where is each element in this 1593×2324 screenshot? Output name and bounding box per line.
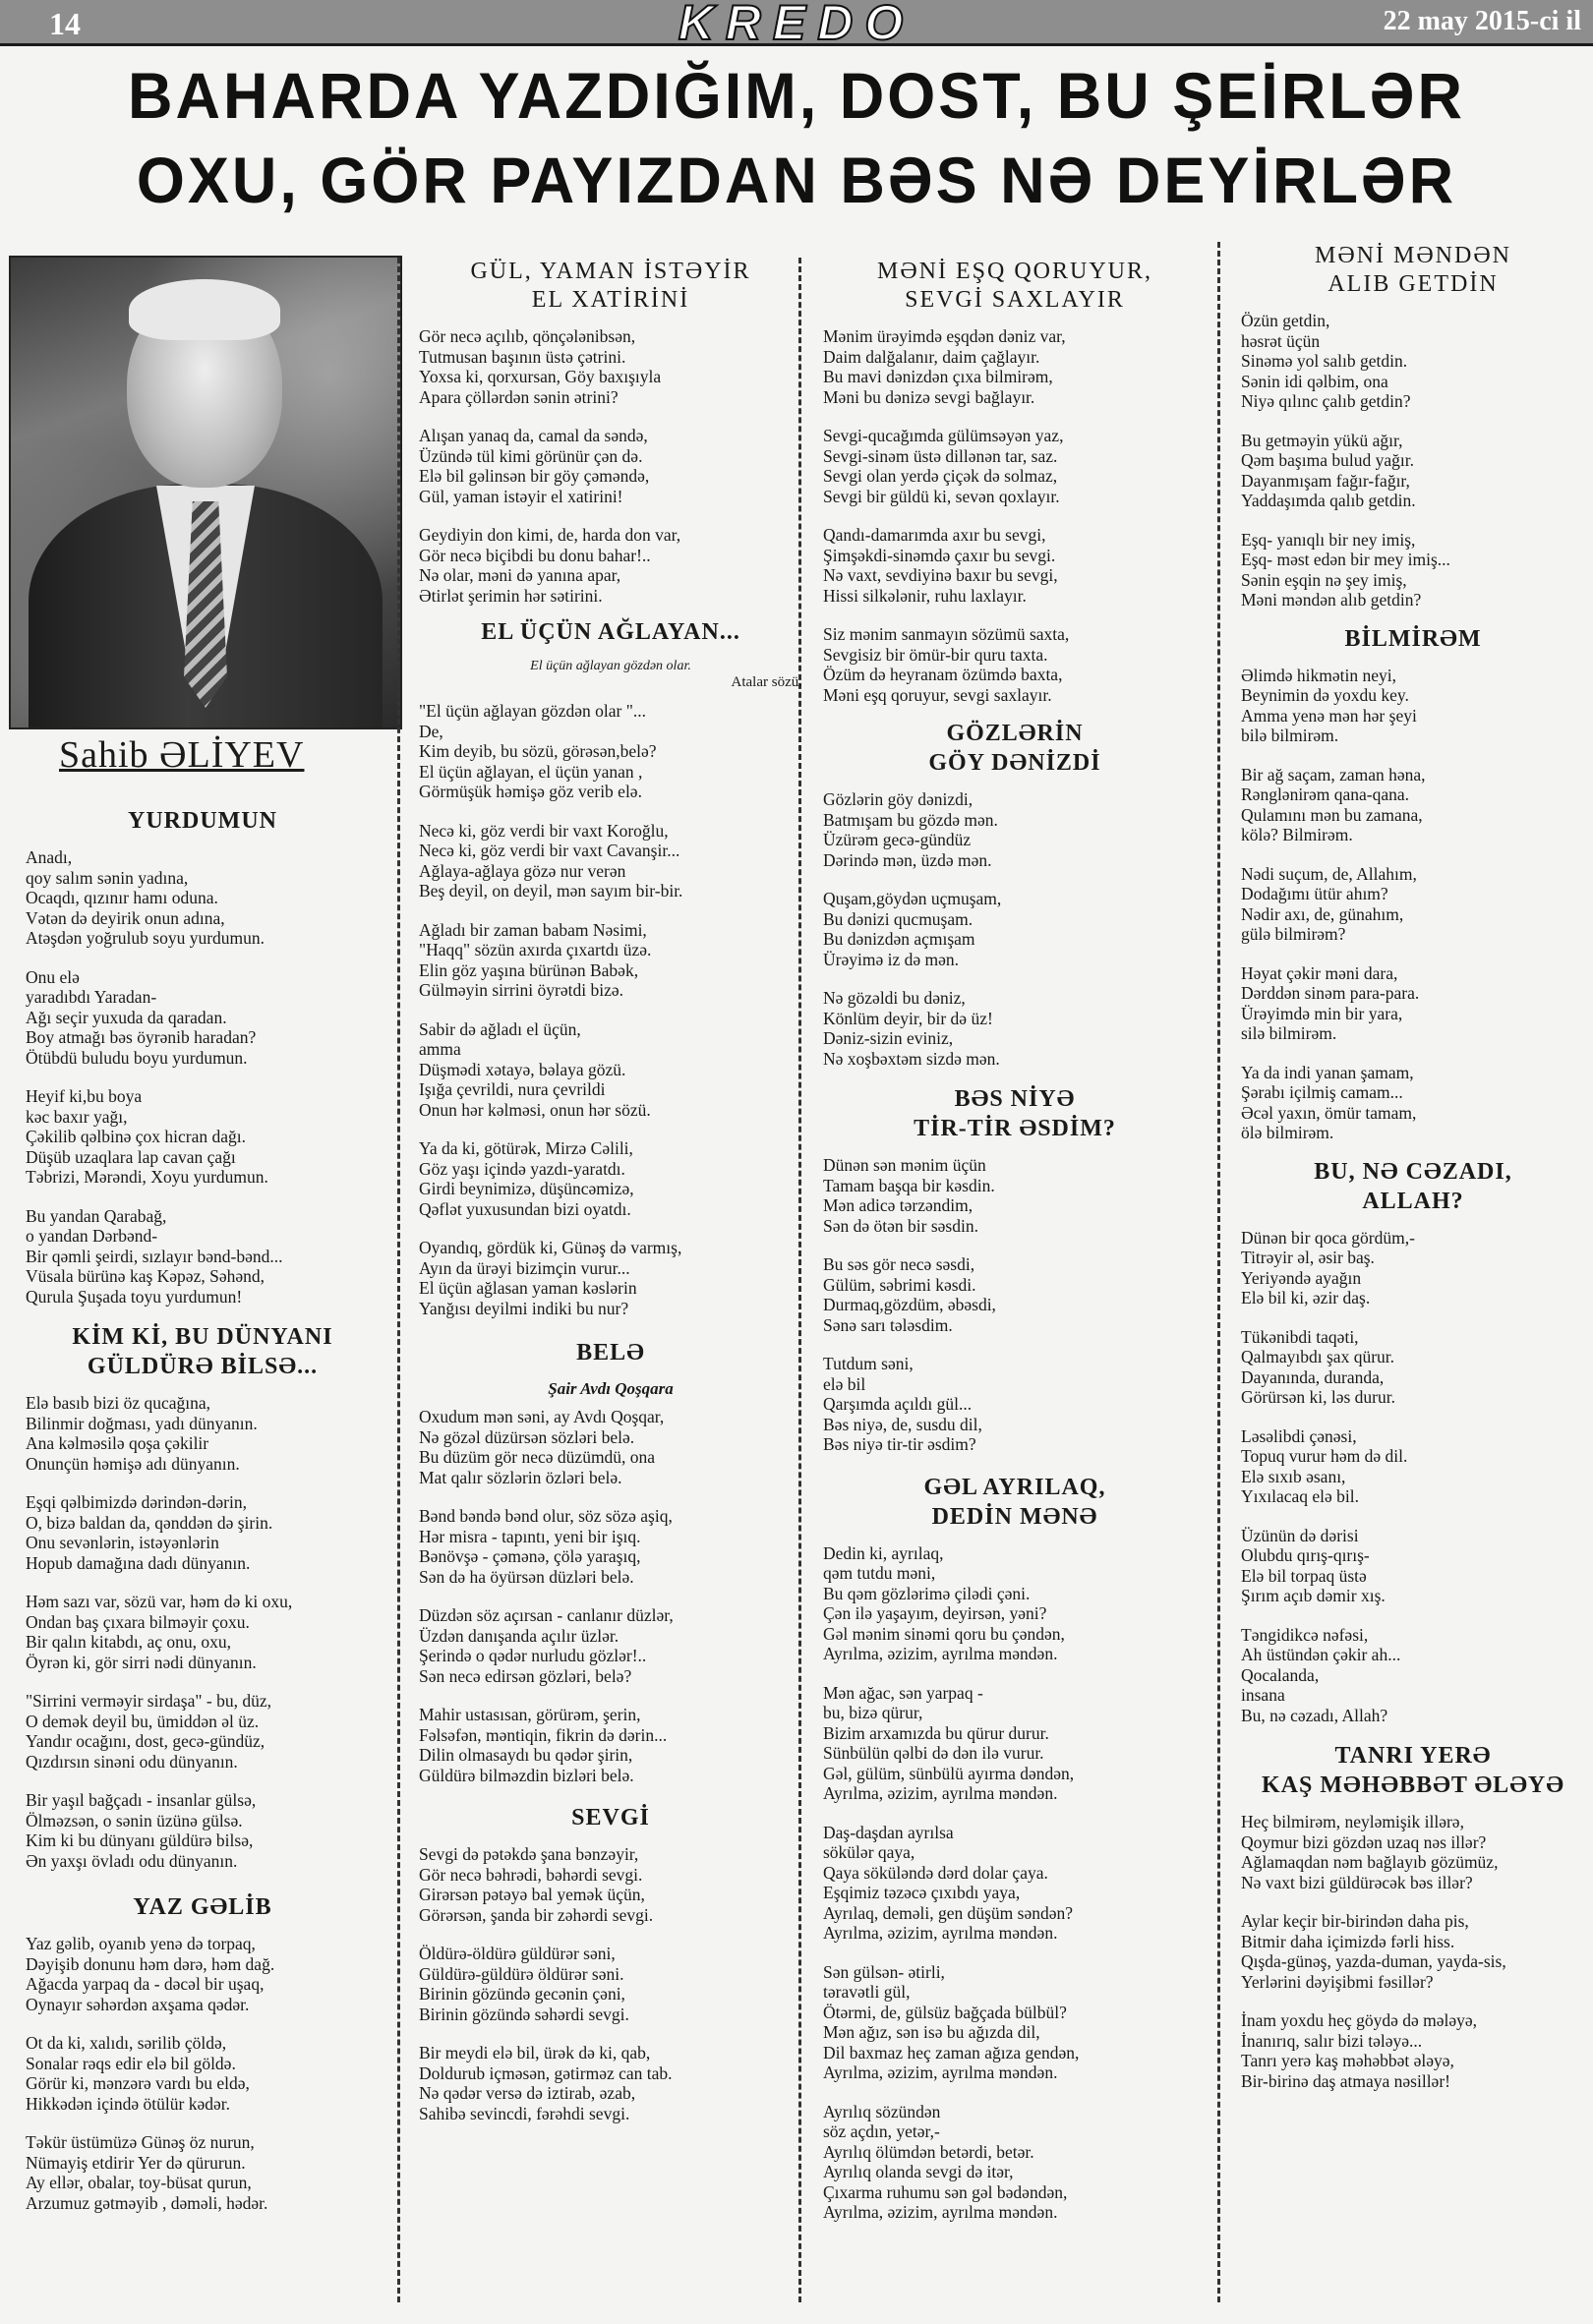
stanza: Təkür üstümüzə Günəş öz nurun, Nümayiş etdirir Yer də qürurun. Ay ellər, obalar, toy-büsat qurun, Arzumuz gətməyib , dəməli, hədər. <box>26 2132 268 2213</box>
poem-title <box>1241 624 1585 654</box>
stanza: "Sirrini verməyir sirdaşa" - bu, düz, O demək deyil bu, ümiddən əl üz. Yandır ocağını, dost, gecə-gündüz, Qızdırsın sinəni odu dünyanın. <box>26 1691 271 1772</box>
stanza: Mən ağac, sən yarpaq - bu, bizə qürur, Bizim arxamızda bu qürur durur. Sünbülün qəlbi də dən ilə vurur. Gəl, gülüm, sünbülü ayırma dəndən, Ayrılma, əzizim, ayrılma məndən. <box>823 1682 1075 1803</box>
poem-bilmirem <box>1241 624 1585 1143</box>
stanza: Mahir ustasısan, görürəm, şerin, Fəlsəfən, məntiqin, fikrin də dərin... Dilin olmasaydı bu qədər şirin, Güldürə bilməzdin bizləri belə. <box>419 1705 668 1785</box>
poem-title <box>26 1892 380 1922</box>
poem-title-line: DEDİN MƏNƏ <box>931 1503 1098 1530</box>
stanza: Ləsəlibdi çənəsi, Topuq vurur həm də dil. Elə sıxıb əsanı, Yıxılacaq elə bil. <box>1241 1425 1408 1506</box>
stanza: Elə basıb bizi öz qucağına, Bilinmir doğması, yadı dünyanın. Ana kəlməsilə qoşa çəkilir Onunçün həmişə adı dünyanın. <box>26 1393 258 1474</box>
poem-gozlerin <box>823 719 1207 1069</box>
poem-title <box>823 1473 1207 1532</box>
stanza: Öldürə-öldürə güldürər səni, Güldürə-güldürə öldürər səni. Birinin gözündə gecənin çəni, Birinin gözündə səhərdi sevgi. <box>419 1944 629 2024</box>
poem-title <box>419 1338 802 1367</box>
poem-title-line: MƏNİ EŞQ QORUYUR, <box>876 259 1152 284</box>
poem-dedication: Şair Avdı Qoşqara <box>548 1379 674 1398</box>
poem-meniEsq <box>823 258 1207 705</box>
poem-title <box>26 806 380 836</box>
poem-yurdumun <box>26 806 380 1307</box>
stanza: Heyif ki,bu boya kəc baxır yağı, Çəkilib qəlbinə çox hicran dağı. Düşüb uzaqlara lap cavan çağı Təbrizi, Mərəndi, Xoyu yurdumun. <box>26 1086 268 1187</box>
stanza: Dedin ki, ayrılaq, qəm tutdu məni, Bu qəm gözlərimə çilədi çəni. Çən ilə yaşayım, deyirsən, yəni? Gəl mənim sinəmi qoru bu çəndən, Ayrılma, əzizim, ayrılma məndən. <box>823 1542 1065 1663</box>
poem-title <box>823 258 1207 315</box>
stanza: Alışan yanaq da, camal da səndə, Üzündə tül kimi görünür çən də. Elə bil gəlinsən bir göy çəməndə, Gül, yaman istəyir el xatirini! <box>419 426 650 506</box>
stanza: Bir meydi elə bil, ürək də ki, qab, Doldurub içməsən, gətirməz can tab. Nə qədər versə də iztirab, əzab, Sahibə sevincdi, fərəhdi sevgi. <box>419 2043 673 2123</box>
poem-title-line: SEVGİ <box>571 1805 650 1830</box>
poem-title-line: SEVGİ SAXLAYIR <box>905 287 1125 313</box>
issue-date: 22 may 2015-ci il <box>1383 6 1581 36</box>
stanza: Daş-daşdan ayrılsa sökülər qaya, Qaya söküləndə dərd dolar çaya. Eşqimiz təzəcə çıxıbdı yaya, Ayrılaq, deməli, gen düşüm səndən? Ayrılma, əzizim, ayrılma məndən. <box>823 1822 1074 1943</box>
stanza: Anadı, qoy salım sənin yadına, Ocaqdı, qızınır hamı oduna. Vətən də deyirik onun adına, Atəşdən yoğrulub soyu yurdumun. <box>26 847 266 948</box>
poem-gul <box>419 258 802 606</box>
masthead-bar <box>0 0 1593 50</box>
poem-title-line: EL ÜÇÜN AĞLAYAN... <box>481 619 740 645</box>
poem-title-line: KAŞ MƏHƏBBƏT ƏLƏYƏ <box>1262 1772 1564 1798</box>
stanza: Gör necə açılıb, qönçələnibsən, Tutmusan başının üstə çətrini. Yoxsa ki, qorxursan, Göy baxışıyla Apara çöllərdən sənin ətrini? <box>419 326 662 407</box>
poem-title <box>419 258 802 315</box>
poem-kimKi <box>26 1322 380 1871</box>
stanza: Sevgi də pətəkdə şana bənzəyir, Gör necə bəhrədi, bəhərdi sevgi. Girərsən pətəyə bal yemək üçün, Görərsən, şanda bir zəhərdi sevgi. <box>419 1844 654 1925</box>
stanza: Quşam,göydən uçmuşam, Bu dənizi qucmuşam. Bu dənizdən açmışam Ürəyimə iz də mən. <box>823 889 1002 969</box>
stanza: Sən gülsən- ətirli, təravətli gül, Ötərmi, de, gülsüz bağçada bülbül? Mən ağız, sən isə bu ağızda dil, Dil baxmaz heç zaman ağıza gendən, Ayrılma, əzizim, ayrılma məndən. <box>823 1961 1080 2082</box>
stanza: Ağladı bir zaman babam Nəsimi, "Haqq" sözün axırda çıxartdı üzə. Elin göz yaşına bürünən Babək, Gülməyin sirrini öyrətdi bizə. <box>419 919 652 1000</box>
stanza: Bu getməyin yükü ağır, Qəm başıma bulud yağır. Dayanmışam fağır-fağır, Yaddaşımda qalıb getdin. <box>1241 430 1416 510</box>
stanza: Geydiyin don kimi, de, harda don var, Gör necə biçibdi bu donu bahar!.. Nə olar, məni də yanına apar, Ətirlət şerimin hər sətirini. <box>419 525 681 606</box>
column-2 <box>419 258 802 2123</box>
poem-sevgi <box>419 1803 802 2123</box>
poem-gelAyrilaq <box>823 1473 1207 2223</box>
page-number: 14 <box>49 6 81 41</box>
poem-title-line: ALIB GETDİN <box>1328 271 1499 297</box>
column-1 <box>26 806 380 2213</box>
poem-title-line: GÜL, YAMAN İSTƏYİR <box>470 259 751 284</box>
stanza: Aylar keçir bir-birindən daha pis, Bitmir daha içimizdə fərli hiss. Qışda-günəş, yazda-duman, yayda-sis, Yerlərini dəyişibmi fəsillər? <box>1241 1911 1506 1992</box>
stanza: Bir ağ saçam, zaman hənа, Rənglənirəm qana-qana. Qulamını mən bu zamana, kölə? Bilmirəm. <box>1241 764 1426 844</box>
stanza: Üzünün də dərisi Olubdu qırış-qırış- Elə bil torpaq üstə Şırım açıb dəmir xış. <box>1241 1525 1386 1605</box>
poem-elUcun <box>419 617 802 1318</box>
stanza: Heç bilmirəm, neyləmişik illərə, Qoymur bizi gözdən uzaq nəs illər? Ağlamaqdan nəm bağlayıb gözümüz, Nə vaxt bizi güldürəcək bəs illər? <box>1241 1812 1499 1892</box>
poem-tanri <box>1241 1741 1585 2091</box>
column-divider <box>397 258 400 2302</box>
poem-title-line: EL XATİRİNİ <box>531 287 690 313</box>
stanza: Tükənibdi taqəti, Qalmayıbdı şax qürur. Dayanında, duranda, Görürsən ki, ləs durur. <box>1241 1326 1395 1407</box>
stanza: İnam yoxdu heç göydə də mələyə, İnanırıq, salır bizi tələyə... Tanrı yerə kaş məhəbbət ələyə, Bir-birinə daş atmaya nəsillər! <box>1241 2010 1478 2091</box>
poem-title <box>419 1803 802 1832</box>
stanza: Eşqi qəlbimizdə dərindən-dərin, O, bizə baldan da, qənddən də şirin. Onu sevənlərin, istəyənlərin Hopub damağına dadı dünyanın. <box>26 1492 273 1573</box>
stanza: Özün getdin, həsrət üçün Sinəmə yol salıb getdin. Sənin idi qəlbim, ona Niyə qılınc çalıb getdin? <box>1241 311 1411 411</box>
author-photo <box>9 256 402 729</box>
stanza: Ya da ki, götürək, Mirzə Cəlili, Göz yaşı içində yazdı-yaratdı. Girdi beynimizə, düşüncəmizə, Qəflət yuxusundan bizi oyatdı. <box>419 1138 634 1219</box>
poem-title <box>26 1322 380 1381</box>
poem-title-line: KİM Kİ, BU DÜNYANI <box>72 1324 333 1350</box>
poem-title <box>823 1084 1207 1143</box>
stanza: Qandı-damarımda axır bu sevgi, Şimşəkdi-sinəmdə çaxır bu sevgi. Nə vaxt, sevdiyinə baxır bu sevgi, Hissi silkələnir, ruhu laxlayır. <box>823 525 1058 606</box>
poem-title-line: YAZ GƏLİB <box>133 1894 272 1920</box>
stanza: Bu yandan Qarabağ, o yandan Dərbənd- Bir qəmli şeirdi, sızlayır bənd-bənd... Vüsala bürünə kaş Kəpəz, Səhənd, Qurula Şuşada toyu yurdumun! <box>26 1205 283 1307</box>
stanza: Həm sazı var, sözü var, həm də ki oxu, Ondan baş çıxara bilməyir çoxu. Bir qalın kitabdı, aç onu, oxu, Öyrən ki, gör sirri nədi dünyanın. <box>26 1592 293 1672</box>
stanza: Yaz gəlib, oyanıb yenə də torpaq, Dəyişib donunu həm dərə, həm dağ. Ağacda yarpaq da - dəcəl bir uşaq, Oynayır səhərdən axşama qədər. <box>26 1934 275 2014</box>
stanza: Ya da indi yanan şamam, Şərabı içilmiş camam... Əcəl yaxın, ömür tamam, ölə bilmirəm. <box>1241 1062 1417 1142</box>
poem-title-line: BU, NƏ CƏZADI, <box>1314 1158 1512 1185</box>
stanza: Nədi suçum, de, Allahım, Dodağımı ütür ahım? Nədir axı, de, günahım, gülə bilmirəm? <box>1241 863 1417 944</box>
poem-title-line: GÜLDÜRƏ BİLSƏ... <box>87 1354 319 1379</box>
stanza: Ayrılıq sözündən söz açdın, yetər,- Ayrılıq ölümdən betərdi, betər. Ayrılıq olanda sevgi də itər, Çıxarma ruhumu sən gəl bədəndən, Ayrılma, əzizim, ayrılma məndən. <box>823 2101 1068 2222</box>
stanza: Oxudum mən səni, ay Avdı Qoşqar, Nə gözəl düzürsən sözləri belə. Bu düzüm gör necə düzümdü, ona Mat qalır sözlərin özləri belə. <box>419 1407 665 1487</box>
poem-title-line: MƏNİ MƏNDƏN <box>1315 243 1511 268</box>
poem-title-line: TİR-TİR ƏSDİM? <box>914 1116 1116 1141</box>
stanza: Təngidikcə nəfəsi, Ah üstündən çəkir ah... Qocalanda, insana Bu, nə cəzadı, Allah? <box>1241 1624 1401 1725</box>
epigraph: El üçün ağlayan gözdən olar. <box>530 659 691 673</box>
epigraph-source: Atalar sözü. <box>731 674 802 690</box>
stanza: Tutdum səni, elə bil Qarşımda açıldı gül... Bəs niyə, de, susdu dil, Bəs niyə tir-tir əsdim? <box>823 1354 982 1454</box>
column-divider <box>1217 242 1220 2302</box>
stanza: Mənim ürəyimdə eşqdən dəniz var, Daim dalğalanır, daim çağlayır. Bu mavi dənizdən çıxa bilmirəm, Məni bu dənizə sevgi bağlayır. <box>823 326 1066 407</box>
stanza: Düzdən söz açırsan - canlanır düzlər, Üzdən danışanda açılır üzlər. Şerində o qədər nurludu gözlər!.. Sən necə edirsən gözləri, belə? <box>419 1605 674 1686</box>
stanza: Həyat çəkir məni dara, Dərddən sinəm para-para. Ürəyimdə min bir yara, silə bilmirəm. <box>1241 962 1420 1043</box>
poem-title <box>1241 242 1585 299</box>
stanza: Dünən bir qoca gördüm,- Titrəyir əl, əsir baş. Yeriyəndə ayağın Elə bil ki, əzir daş. <box>1241 1227 1415 1307</box>
stanza: Bu səs gör necə səsdi, Gülüm, səbrimi kəsdi. Durmaq,gözdüm, əbəsdi, Sənə sarı tələsdim. <box>823 1254 996 1335</box>
stanza: Eşq- yanıqlı bir ney imiş, Eşq- məst edən bir mey imiş... Sənin eşqin nə şey imiş, Məni məndən alıb getdin? <box>1241 529 1450 610</box>
stanza: Siz mənim sanmayın sözümü saxta, Sevgisiz bir ömür-bir quru taxta. Özüm də heyranam özümdə baxta, Məni eşq qoruyur, sevgi saxlayır. <box>823 624 1070 705</box>
stanza: Bənd bəndə bənd olur, söz sözə aşiq, Hər misra - tapıntı, yeni bir işıq. Bənövşə - çəmənə, çölə yaraşıq, Sən də ha öyürsən düzləri belə. <box>419 1506 673 1587</box>
stanza: "El üçün ağlayan gözdən olar "... De, Kim deyib, bu sözü, görəsən,belə? El üçün ağlayan, el üçün yanan , Görmüşük həmişə göz verib elə. <box>419 701 657 801</box>
stanza: Bir yaşıl bağçadı - insanlar gülsə, Ölməzsən, o sənin üzünə gülsə. Kim ki bu dünyanı güldürə bilsə, Ən yaxşı övladı odu dünyanın. <box>26 1790 257 1871</box>
stanza: Necə ki, göz verdi bir vaxt Koroğlu, Necə ki, göz verdi bir vaxt Cavanşir... Ağlaya-ağlaya gözə nur verən Beş deyil, on deyil, mən sayım bir-bir. <box>419 820 683 901</box>
poem-besNiye <box>823 1084 1207 1455</box>
poem-title-line: BİLMİRƏM <box>1344 625 1482 652</box>
poem-title-line: GƏL AYRILAQ, <box>923 1474 1106 1500</box>
poem-title-line: TANRI YERƏ <box>1334 1743 1492 1769</box>
stanza: Sabir də ağladı el üçün, amma Düşmədi xətayə, bəlaya gözü. Işığa çevrildi, nura çevrildi Onun hər kəlməsi, onun hər sözü. <box>419 1018 651 1120</box>
poem-title-line: ALLAH? <box>1362 1188 1464 1214</box>
stanza: Sevgi-qucağımda gülümsəyən yaz, Sevgi-sinəm üstə dillənən tar, saz. Sevgi olan yerdə çiçək də solmaz, Sevgi bir güldü ki, sevən qoxlayır. <box>823 426 1064 506</box>
column-3 <box>823 258 1207 2223</box>
poem-title-line: YURDUMUN <box>128 808 277 834</box>
poem-title-line: GÖZLƏRİN <box>946 721 1084 746</box>
headline-line-1: BAHARDA YAZDIĞIM, DOST, BU ŞEİRLƏR <box>127 60 1465 133</box>
poem-title-line: GÖY DƏNİZDİ <box>928 750 1101 776</box>
stanza: Oyandıq, gördük ki, Günəş də varmış, Ayın da ürəyi bizimçin vurur... El üçün ağlasan yaman kəslərin Yanğısı deyilmi indiki bu nur? <box>419 1238 682 1318</box>
poem-meniMenden <box>1241 242 1585 610</box>
stanza: Nə gözəldi bu dəniz, Könlüm deyir, bir də üz! Dəniz-sizin eviniz, Nə xoşbəxtəm sizdə mən. <box>823 988 1000 1069</box>
poem-title-line: BƏS NİYƏ <box>954 1086 1076 1112</box>
column-4 <box>1241 242 1585 2091</box>
author-name: Sahib ƏLİYEV <box>59 734 305 776</box>
poem-bele <box>419 1338 802 1785</box>
poem-yaz <box>26 1892 380 2213</box>
poem-title-line: BELƏ <box>576 1340 645 1365</box>
stanza: Ot da ki, xalıdı, sərilib çöldə, Sonalar rəqs edir elə bil göldə. Görür ki, mənzərə vardı bu eldə, Hikkədən içində ötülür kədər. <box>26 2033 250 2114</box>
poem-buNeCezadi <box>1241 1157 1585 1726</box>
stanza: Dünən sən mənim üçün Tamam başqa bir kəsdin. Mən adicə tərzəndim, Sən də ötən bir səsdin. <box>823 1155 995 1236</box>
poem-title <box>1241 1157 1585 1216</box>
stanza: Gözlərin göy dənizdi, Batmışam bu gözdə mən. Üzürəm gecə-gündüz Dərində mən, üzdə mən. <box>823 789 998 870</box>
poem-title <box>823 719 1207 778</box>
poem-title <box>1241 1741 1585 1800</box>
poem-title <box>419 617 802 647</box>
headline-line-2: OXU, GÖR PAYIZDAN BƏS NƏ DEYİRLƏR <box>136 145 1457 217</box>
stanza: Onu elə yaradıbdı Yaradan- Ağı seçir yuxuda da qaradan. Boy atmağı bəs öyrənib haradan? Ötübdü buludu boyu yurdumun. <box>26 966 257 1068</box>
newspaper-logo: KREDO <box>678 0 915 50</box>
stanza: Əlimdə hikmətin neyi, Beynimin də yoxdu key. Amma yenə mən hər şeyi bilə bilmirəm. <box>1241 665 1417 745</box>
